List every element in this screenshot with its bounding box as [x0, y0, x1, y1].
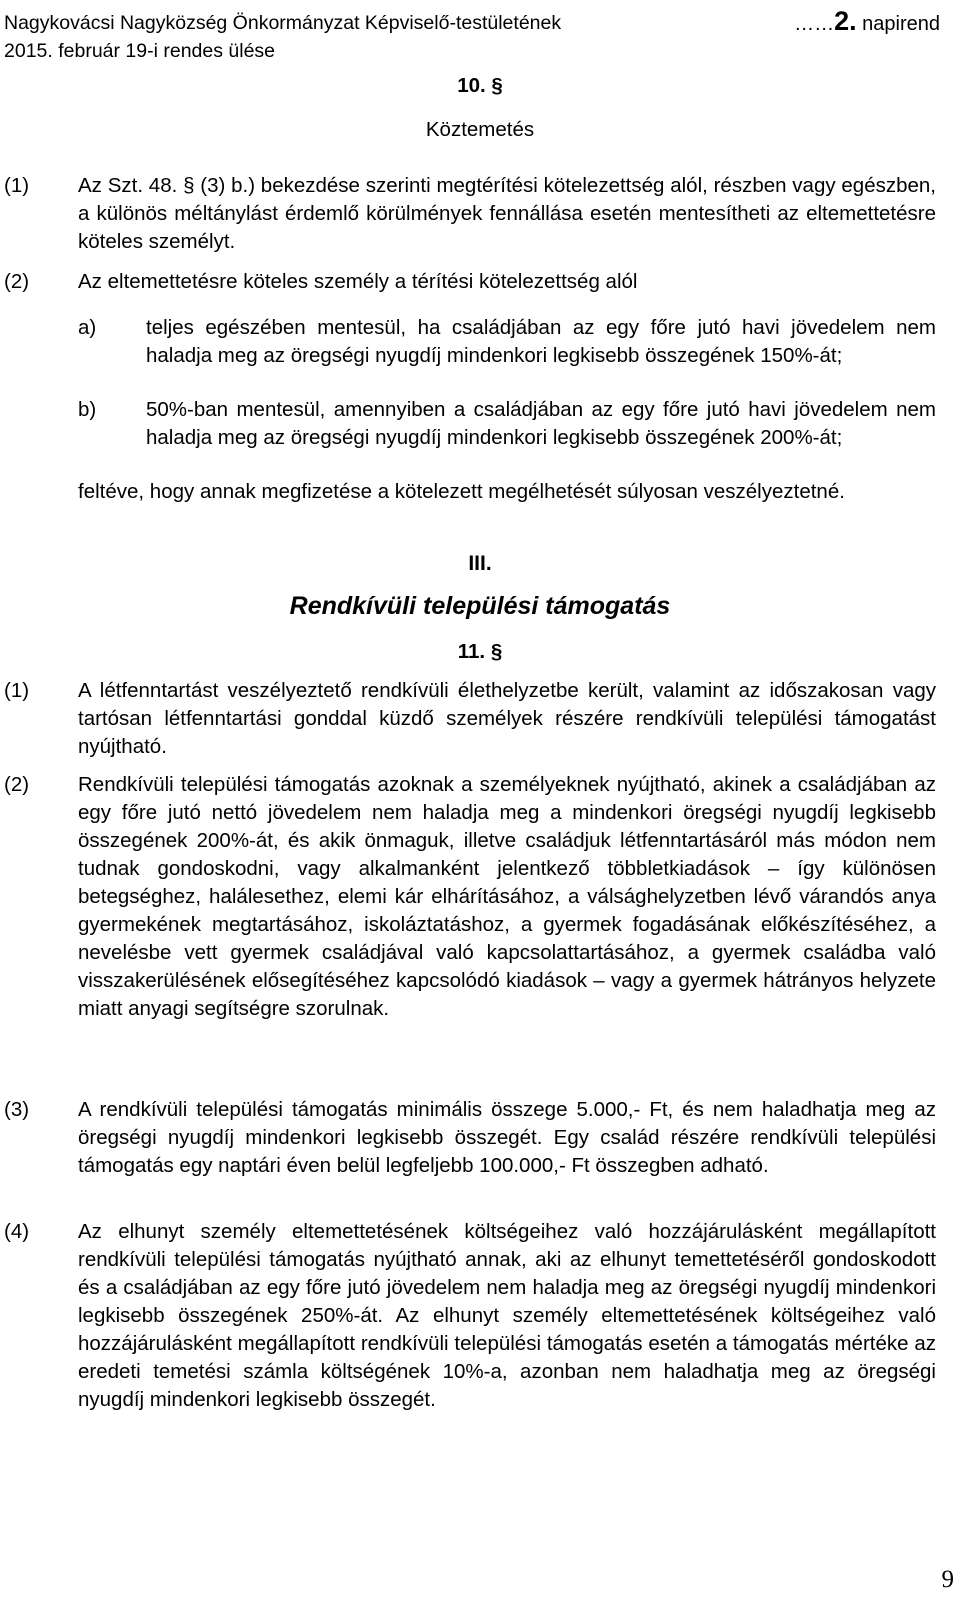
page-number: 9 [941, 1566, 954, 1593]
list-item-label: a) [78, 316, 97, 339]
part-number: III. [468, 552, 492, 575]
agenda-marker [794, 6, 940, 39]
list-item-text: teljes egészében mentesül, ha családjában az egy főre jutó havi jövedelem nem haladja meg az öregségi nyugdíj mindenkori legkisebb összegének 150%-át; [146, 316, 936, 367]
paragraph-text: Az Szt. 48. § (3) b.) bekezdése szerinti megtérítési kötelezettség alól, részben vagy egészben, a különös méltánylást érdemlő körülmények fennállása esetén mentesítheti az eltemettetésre köteles személyt. [78, 174, 936, 253]
paragraph-text: Az elhunyt személy eltemettetésének költségeihez való hozzájárulásként megállapított rendkívüli települési támogatás nyújtható annak, aki az elhunyt temettetéséről gondoskodott és a családjában az egy főre jutó jövedelem nem haladja meg az öregségi nyugdíj mindenkori legkisebb összegének 250%-át. Az elhunyt személy eltemettetésének költségeihez való hozzájárulásként megállapított rendkívüli települési támogatás esetén a támogatás mértéke az eredeti temetési számla költségének 10%-a, azonban nem haladhatja meg az öregségi nyugdíj mindenkori legkisebb összegét. [78, 1220, 936, 1411]
section-10-title: Köztemetés [425, 118, 535, 141]
paragraph-number: (1) [4, 679, 30, 702]
paragraph-text: A rendkívüli települési támogatás minimális összege 5.000,- Ft, és nem haladhatja meg az öregségi nyugdíj mindenkori legkisebb összegét. Egy család részére rendkívüli települési támogatás egy naptári éven belül legfeljebb 100.000,- Ft összegben adható. [78, 1098, 936, 1177]
paragraph-number: (1) [4, 174, 30, 197]
agenda-dots: …… [794, 13, 835, 35]
document-header [4, 9, 561, 65]
section-10-number: 10. § [457, 74, 503, 97]
paragraph-number: (2) [4, 270, 30, 293]
agenda-word: napirend [862, 13, 940, 35]
paragraph-number: (2) [4, 773, 30, 796]
list-item-label: b) [78, 398, 97, 421]
header-council-name: Nagykovácsi Nagyközség Önkormányzat Képviselő-testületének [4, 12, 562, 34]
paragraph-text: feltéve, hogy annak megfizetése a kötelezett megélhetését súlyosan veszélyeztetné. [78, 480, 845, 503]
paragraph-text: A létfenntartást veszélyeztető rendkívüli élethelyzetbe került, valamint az időszakosan vagy tartósan létfenntartási gonddal küzdő személyek részére rendkívüli települési támogatást nyújtható. [78, 679, 936, 758]
part-title: Rendkívüli települési támogatás [289, 592, 671, 620]
section-11-number: 11. § [457, 640, 503, 663]
list-item-text: 50%-ban mentesül, amennyiben a családjában az egy főre jutó havi jövedelem nem haladja meg az öregségi nyugdíj mindenkori legkisebb összegének 200%-át; [146, 398, 936, 449]
paragraph-number: (4) [4, 1220, 30, 1243]
paragraph-number: (3) [4, 1098, 30, 1121]
header-meeting-date: 2015. február 19-i rendes ülése [4, 40, 276, 62]
paragraph-text: Rendkívüli települési támogatás azoknak a személyeknek nyújtható, akinek a családjában az egy főre jutó nettó jövedelem nem haladja meg a mindenkori öregségi nyugdíj legkisebb összegének 200%-át, és akik önmaguk, illetve családjuk létfenntartásáról más módon nem tudnak gondoskodni, vagy alkalmanként jelentkező többletkiadások – így különösen betegséghez, halálesethez, elemi kár elhárításához, a válsághelyzetben lévő várandós anya gyermekének megtartásához, iskoláztatáshoz, a gyermek fogadásának előkészítéséhez, a nevelésbe vett gyermek családjával való kapcsolattartásához, a gyermek családba való visszakerülésének elősegítéséhez kapcsolódó kiadások – vagy a gyermek hátrányos helyzete miatt anyagi segítségre szorulnak. [78, 773, 936, 1020]
paragraph-text: Az eltemettetésre köteles személy a térítési kötelezettség alól [78, 270, 638, 293]
agenda-number: 2. [834, 6, 857, 36]
